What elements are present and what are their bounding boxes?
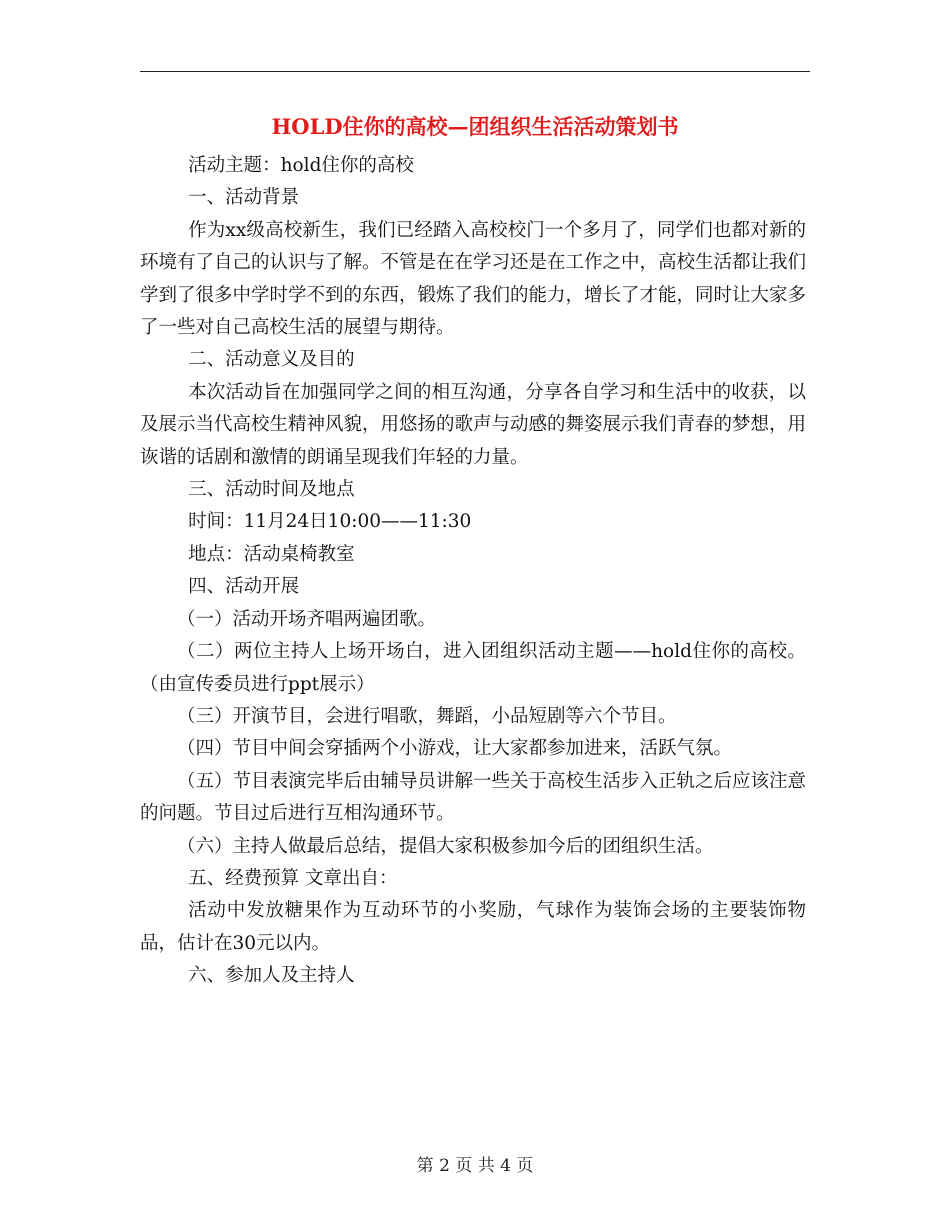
header-rule [140, 71, 810, 72]
document-title: HOLD住你的高校—团组织生活活动策划书 [271, 114, 679, 139]
activity-item-6: （六）主持人做最后总结，提倡大家积极参加今后的团组织生活。 [177, 835, 714, 857]
section-heading-time-place: 三、活动时间及地点 [188, 479, 355, 501]
budget-paragraph: 活动中发放糖果作为互动环节的小奖励，气球作为装饰会场的主要装饰物品，估计在30元以内。 [140, 900, 806, 954]
section-heading-purpose: 二、活动意义及目的 [188, 349, 355, 371]
section-heading-activities: 四、活动开展 [188, 576, 300, 598]
section-heading-budget: 五、经费预算 文章出自： [188, 867, 398, 889]
section-heading-background: 一、活动背景 [188, 187, 300, 209]
activity-theme: 活动主题：hold住你的高校 [188, 155, 414, 176]
activity-item-1: （一）活动开场齐唱两遍团歌。 [177, 608, 437, 630]
purpose-paragraph: 本次活动旨在加强同学之间的相互沟通，分享各自学习和生活中的收获，以及展示当代高校生精神风貌，用悠扬的歌声与动感的舞姿展示我们青春的梦想，用诙谐的话剧和激情的朗诵呈现我们年轻的力量。 [140, 381, 807, 468]
activity-item-3: （三）开演节目，会进行唱歌，舞蹈，小品短剧等六个节目。 [177, 705, 677, 727]
activity-item-4: （四）节目中间会穿插两个小游戏，让大家都参加进来，活跃气氛。 [177, 738, 733, 760]
activity-item-5: （五）节目表演完毕后由辅导员讲解一些关于高校生活步入正轨之后应该注意的问题。节目过后进行互相沟通环节。 [140, 770, 807, 825]
activity-item-2: （二）两位主持人上场开场白，进入团组织活动主题——hold住你的高校。（由宣传委员进行ppt展示） [140, 641, 806, 695]
time-line: 时间：11月24日10:00——11:30 [188, 511, 472, 533]
document-body [140, 150, 806, 993]
section-heading-participants: 六、参加人及主持人 [188, 965, 355, 987]
page-footer: 第 2 页 共 4 页 [416, 1156, 534, 1176]
background-paragraph: 作为xx级高校新生，我们已经踏入高校校门一个多月了，同学们也都对新的环境有了自己的认识与了解。不管是在在学习还是在工作之中，高校生活都让我们学到了很多中学时学不到的东西，锻炼了我们的能力，增长了才能，同时让大家多了一些对自己高校生活的展望与期待。 [140, 219, 807, 339]
place-line: 地点：活动桌椅教室 [188, 543, 355, 565]
